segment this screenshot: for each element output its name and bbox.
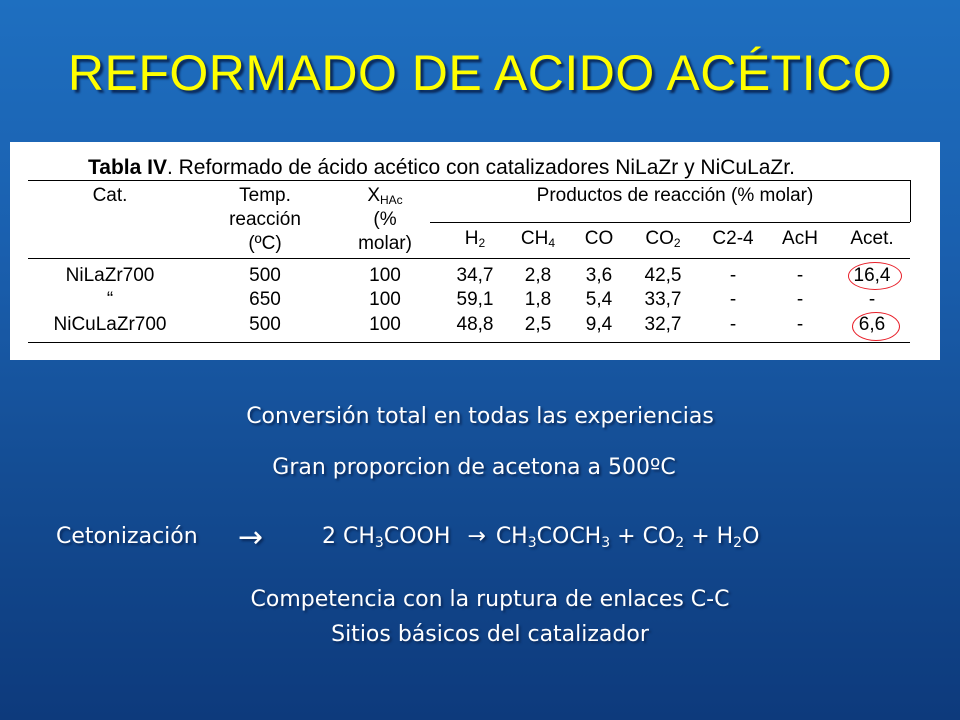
table-caption-text: . Reformado de ácido acético con catalizadores NiLaZr y NiCuLaZr. bbox=[166, 156, 795, 179]
competition-text: Competencia con la ruptura de enlaces C-C bbox=[250, 587, 730, 612]
rule-top bbox=[28, 180, 910, 181]
table-row-2-acet: - bbox=[868, 289, 876, 310]
header-ach: AcH bbox=[782, 228, 818, 249]
table-row-2-co2: 33,7 bbox=[644, 289, 682, 310]
table-row-3-c2-4: - bbox=[729, 314, 737, 335]
ketonization-equation: 2 $CH_3COOH$ → $CH_3COCH_3 + CO_2 + H_2O$ bbox=[322, 524, 760, 551]
header-ch4: $CH_4$ bbox=[520, 228, 556, 250]
table-row-1-ach: - bbox=[796, 265, 804, 286]
table-row-2-cat: “ bbox=[106, 289, 114, 310]
table-row-1-temp: 500 bbox=[249, 265, 281, 286]
header-acet: Acet. bbox=[850, 228, 894, 249]
header-cat: Cat. bbox=[92, 185, 128, 206]
table-row-3-ch4: 2,5 bbox=[524, 314, 552, 335]
table-row-1-ch4: 2,8 bbox=[524, 265, 552, 286]
reaction-arrow-icon: → bbox=[467, 524, 486, 549]
header-temp-3: (ºC) bbox=[248, 233, 282, 254]
table-row-1-x: 100 bbox=[369, 265, 401, 286]
header-x-3: molar) bbox=[358, 233, 412, 254]
table-row-2-co: 5,4 bbox=[585, 289, 613, 310]
table-row-3-co: 9,4 bbox=[585, 314, 613, 335]
header-products-group: Productos de reacción (% molar) bbox=[536, 185, 814, 206]
highlight-circle-acet-row-1 bbox=[848, 262, 902, 290]
table-row-1-c2-4: - bbox=[729, 265, 737, 286]
table-row-3-ach: - bbox=[796, 314, 804, 335]
header-temp-2: reacción bbox=[229, 209, 301, 230]
header-h2: $H_2$ bbox=[464, 228, 486, 250]
table-row-1-h2: 34,7 bbox=[456, 265, 494, 286]
table-caption bbox=[88, 156, 795, 180]
table-row-2-c2-4: - bbox=[729, 289, 737, 310]
conversion-text: Conversión total en todas las experiencias bbox=[246, 404, 714, 429]
highlight-circle-acet-row-3 bbox=[852, 312, 900, 341]
table-row-3-cat: NiCuLaZr700 bbox=[53, 314, 167, 335]
header-c2-4: C2-4 bbox=[712, 228, 754, 249]
table-row-2-x: 100 bbox=[369, 289, 401, 310]
header-x-sub: HAc bbox=[380, 193, 403, 207]
table-row-3-x: 100 bbox=[369, 314, 401, 335]
arrow-right-icon: → bbox=[238, 520, 264, 555]
rule-bottom bbox=[28, 342, 910, 343]
ketonization-label: Cetonización bbox=[56, 524, 198, 549]
rule-products-group bbox=[430, 222, 910, 223]
table-caption-label: Tabla IV bbox=[88, 156, 167, 179]
rule-right bbox=[910, 180, 911, 222]
acetone-text: Gran proporcion de acetona a 500ºC bbox=[272, 455, 676, 480]
header-x bbox=[340, 185, 430, 207]
table-row-2-ach: - bbox=[796, 289, 804, 310]
table-row-1-co2: 42,5 bbox=[644, 265, 682, 286]
basic-sites-text: Sitios básicos del catalizador bbox=[331, 622, 649, 647]
slide-title: REFORMADO DE ACIDO ACÉTICO bbox=[67, 45, 893, 101]
table-row-2-ch4: 1,8 bbox=[524, 289, 552, 310]
table-row-3-temp: 500 bbox=[249, 314, 281, 335]
header-temp-1: Temp. bbox=[239, 185, 291, 206]
header-x-2: (% bbox=[373, 209, 397, 230]
rule-header-bottom bbox=[28, 258, 910, 259]
header-co: CO bbox=[584, 228, 614, 249]
table-row-2-h2: 59,1 bbox=[456, 289, 494, 310]
header-co2: $CO_2$ bbox=[645, 228, 681, 250]
table-row-3-co2: 32,7 bbox=[644, 314, 682, 335]
table-row-1-acet: 16,4 bbox=[853, 265, 891, 286]
table-row-1-cat: NiLaZr700 bbox=[65, 265, 155, 286]
table-row-2-temp: 650 bbox=[249, 289, 281, 310]
header-x-main: X bbox=[367, 185, 380, 206]
table-row-1-co: 3,6 bbox=[585, 265, 613, 286]
results-table bbox=[10, 142, 940, 360]
table-row-3-h2: 48,8 bbox=[456, 314, 494, 335]
table-row-3-acet: 6,6 bbox=[858, 314, 886, 335]
